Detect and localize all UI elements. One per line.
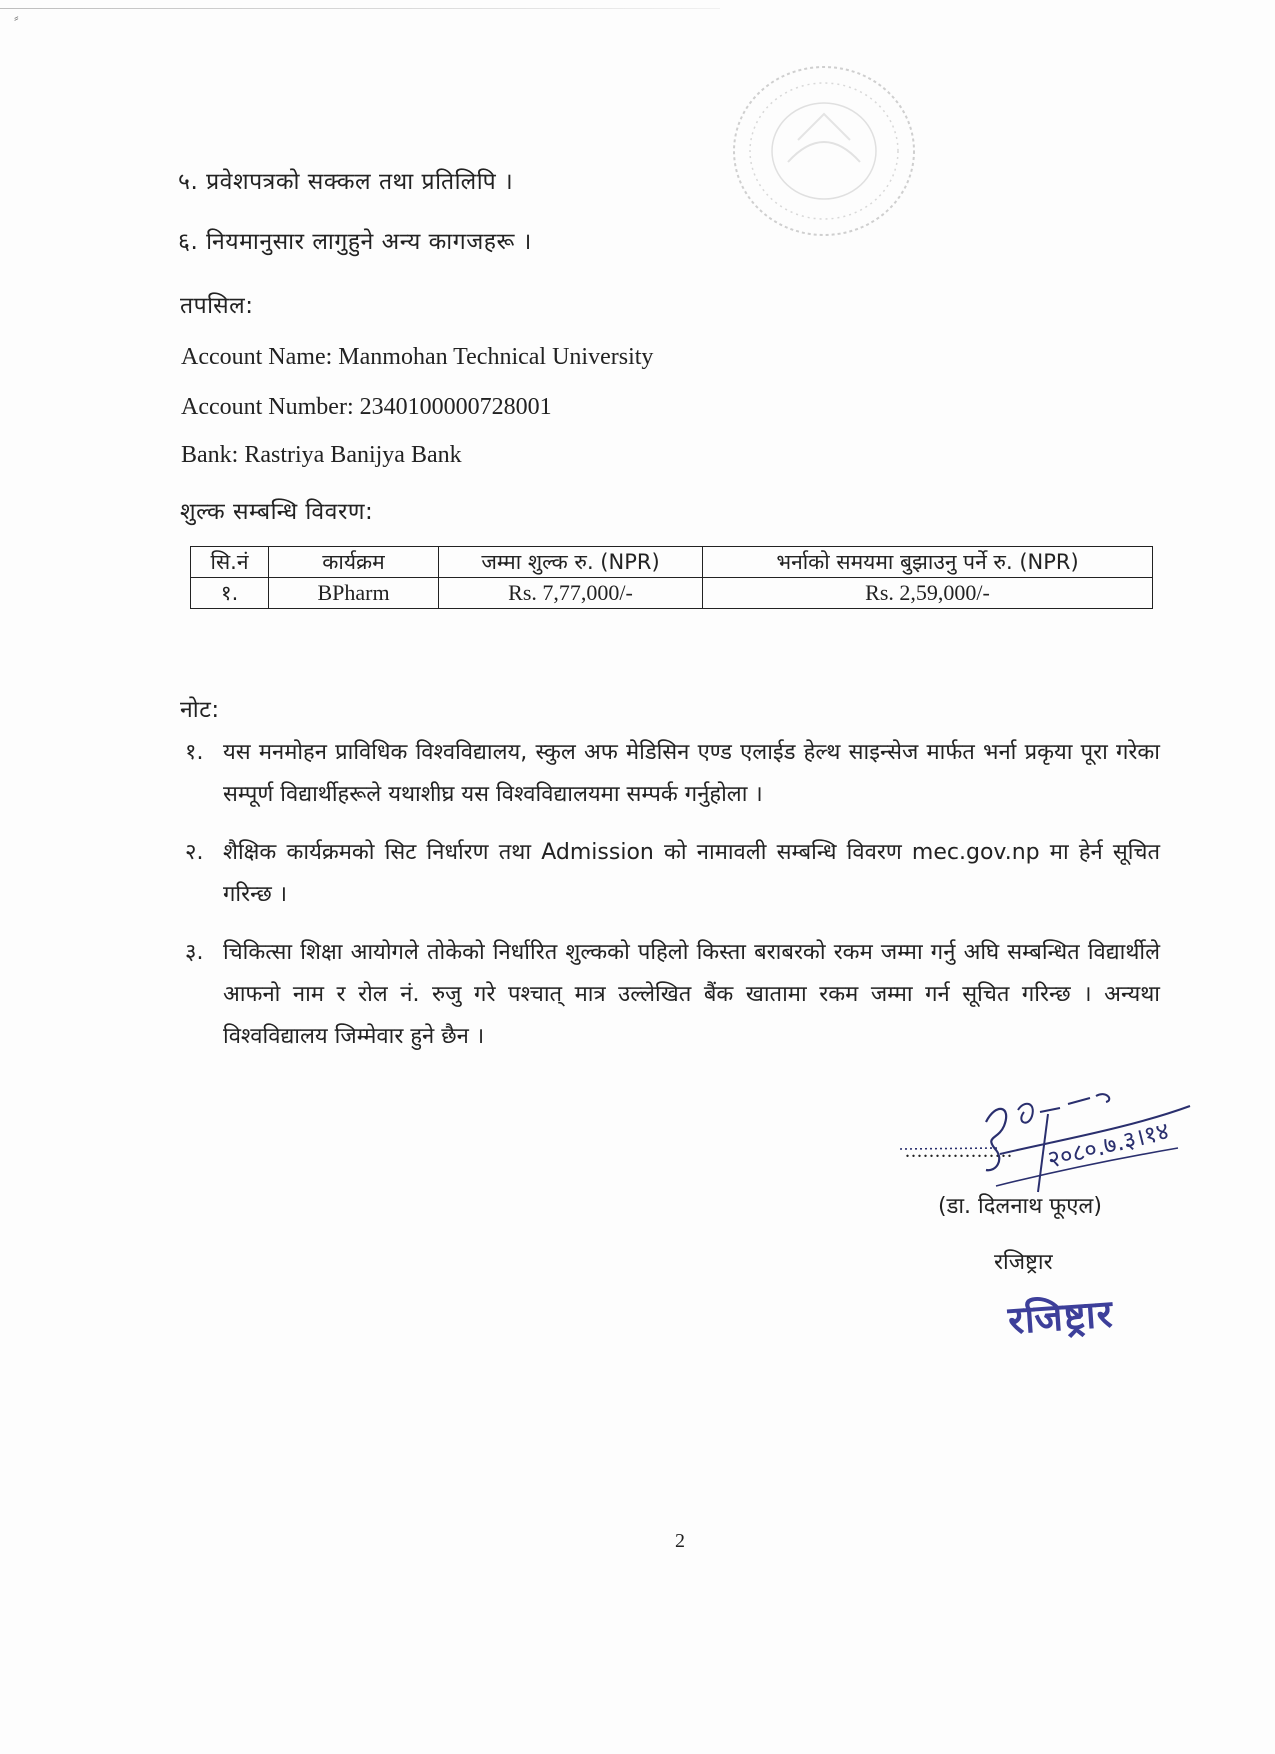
- table-header-admission-fee: भर्नाको समयमा बुझाउनु पर्ने रु. (NPR): [703, 547, 1153, 578]
- details-heading: तपसिल:: [180, 293, 254, 319]
- scan-edge-line: [0, 8, 720, 9]
- registrar-stamp: रजिष्ट्रार: [1006, 1291, 1115, 1343]
- signer-title: रजिष्ट्रार: [994, 1250, 1053, 1275]
- table-cell-total-fee: Rs. 7,77,000/-: [439, 578, 703, 609]
- scan-artifact-mark: ⸗: [14, 10, 19, 26]
- note-number: १.: [185, 740, 204, 765]
- handwritten-date: २०८०.७.३।१४: [1044, 1116, 1172, 1174]
- embossed-seal-icon: [728, 62, 920, 240]
- note-item-2: [185, 832, 1160, 916]
- note-text: यस मनमोहन प्राविधिक विश्वविद्यालय, स्कुल अफ मेडिसिन एण्ड एलाईड हेल्थ साइन्सेज मार्फत भर्ना प्रकृया पूरा गरेका सम्पूर्ण विद्यार्थीहरूले यथाशीघ्र यस विश्वविद्यालयमा सम्पर्क गर्नुहोला ।: [223, 740, 1160, 807]
- attachment-item-6: ६. नियमानुसार लागुहुने अन्य कागजहरू ।: [178, 229, 532, 255]
- note-text: चिकित्सा शिक्षा आयोगले तोकेको निर्धारित शुल्कको पहिलो किस्ता बराबरको रकम जम्मा गर्नु अघि सम्बन्धित विद्यार्थीले आफनो नाम र रोल नं. रुजु गरे पश्चात् मात्र उल्लेखित बैंक खातामा रकम जम्मा गर्न सूचित गरिन्छ । अन्यथा विश्वविद्यालय जिम्मेवार हुने छैन ।: [223, 940, 1160, 1049]
- note-item-1: [185, 732, 1160, 816]
- table-cell-serial: १.: [191, 578, 269, 609]
- table-header-serial: सि.नं: [191, 547, 269, 578]
- attachment-item-5: ५. प्रवेशपत्रको सक्कल तथा प्रतिलिपि ।: [178, 169, 514, 195]
- fee-table: [190, 546, 1153, 609]
- table-header-program: कार्यक्रम: [269, 547, 439, 578]
- note-number: ३.: [185, 940, 204, 965]
- fee-section-heading: शुल्क सम्बन्धि विवरण:: [180, 499, 374, 525]
- note-number: २.: [185, 840, 204, 865]
- page-number: 2: [675, 1530, 685, 1552]
- notes-heading: नोट:: [180, 697, 220, 723]
- note-item-3: [185, 932, 1160, 1058]
- table-cell-admission-fee: Rs. 2,59,000/-: [703, 578, 1153, 609]
- handwritten-signature: [900, 1092, 1230, 1204]
- fee-table-header-row: [191, 547, 1153, 578]
- table-row: [191, 578, 1153, 609]
- account-number: Account Number: 2340100000728001: [181, 394, 552, 420]
- table-header-total-fee: जम्मा शुल्क रु. (NPR): [439, 547, 703, 578]
- signature-dotted-line: ..................: [905, 1140, 1013, 1162]
- note-text: शैक्षिक कार्यक्रमको सिट निर्धारण तथा Admission को नामावली सम्बन्धि विवरण mec.gov.np मा हेर्न सूचित गरिन्छ ।: [223, 840, 1160, 907]
- bank-name: Bank: Rastriya Banijya Bank: [181, 442, 462, 468]
- table-cell-program: BPharm: [269, 578, 439, 609]
- signer-name: (डा. दिलनाथ फूएल): [938, 1194, 1102, 1219]
- account-name: Account Name: Manmohan Technical University: [181, 344, 654, 370]
